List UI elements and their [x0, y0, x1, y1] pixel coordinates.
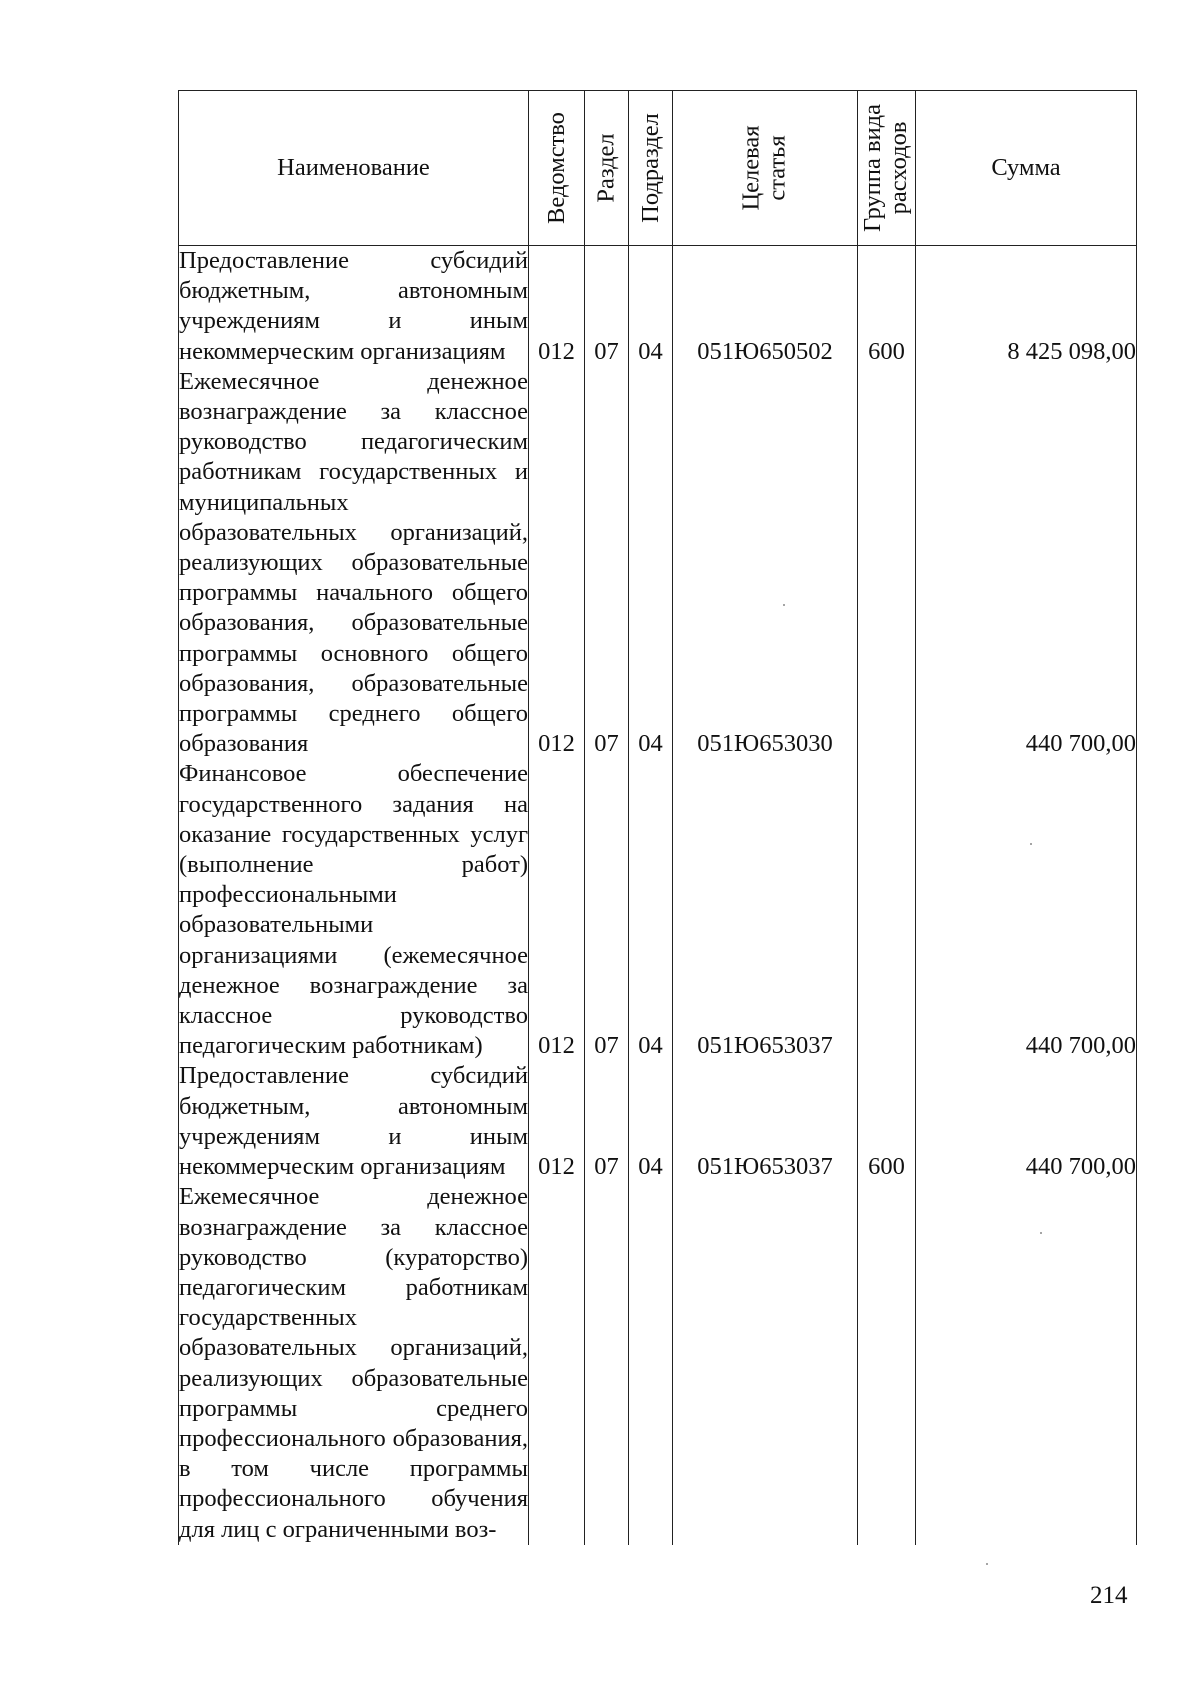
table-row: [179, 367, 1137, 760]
row-target: 051Ю650502: [673, 246, 858, 367]
row-department: 012: [529, 1061, 585, 1182]
row-section: 07: [585, 1061, 629, 1182]
header-target-line1: Целевая: [738, 125, 765, 211]
row-subsection: 04: [629, 1061, 673, 1182]
header-group: [858, 91, 916, 246]
row-target: 051Ю653037: [673, 759, 858, 1061]
row-sum: 8 425 098,00: [916, 246, 1137, 367]
row-group: 600: [858, 1061, 916, 1182]
header-group-line2: расходов: [885, 121, 913, 215]
header-department: [529, 91, 585, 246]
row-department: 012: [529, 759, 585, 1061]
row-sum: 440 700,00: [916, 1061, 1137, 1182]
header-name: Наименование: [179, 91, 529, 246]
row-department: [529, 1182, 585, 1544]
row-subsection: [629, 1182, 673, 1544]
header-sum: Сумма: [916, 91, 1137, 246]
table-row: [179, 1182, 1137, 1544]
row-department: 012: [529, 246, 585, 367]
row-section: 07: [585, 367, 629, 760]
table-row: [179, 759, 1137, 1061]
row-group: [858, 1182, 916, 1544]
row-group: 600: [858, 246, 916, 367]
row-target: [673, 1182, 858, 1544]
row-section: 07: [585, 759, 629, 1061]
header-group-label: [861, 104, 913, 232]
scan-speck: [1040, 1232, 1042, 1234]
table-row: [179, 246, 1137, 367]
row-sum: 440 700,00: [916, 367, 1137, 760]
header-subsection-label: Подраздел: [636, 113, 664, 223]
header-target-line2: статья: [764, 135, 791, 201]
scan-speck: [783, 604, 785, 606]
row-name: Предоставление субсидий бюджетным, автономным учреждениям и иным некоммерческим организациям: [179, 246, 529, 367]
table-row: [179, 1061, 1137, 1182]
header-group-line1: Группа вида: [859, 103, 887, 233]
header-section-label: Раздел: [592, 133, 620, 203]
row-name: Ежемесячное денежное вознаграждение за классное руководство педагогическим работникам государственных и муниципальных образовательных организаций, реализующих образовательные программы начального общего образования, образовательные программы основного общего образования, образовательные программы среднего общего образования: [179, 367, 529, 760]
budget-table: [178, 90, 1137, 1545]
table-header-row: [179, 91, 1137, 246]
row-group: [858, 367, 916, 760]
row-section: [585, 1182, 629, 1544]
row-sum: 440 700,00: [916, 759, 1137, 1061]
row-sum: [916, 1182, 1137, 1544]
row-subsection: 04: [629, 759, 673, 1061]
row-name: Предоставление субсидий бюджетным, автономным учреждениям и иным некоммерческим организациям: [179, 1061, 529, 1182]
row-department: 012: [529, 367, 585, 760]
row-name: Финансовое обеспечение государственного задания на оказание государственных услуг (выполнение работ) профессиональными образовательными организациями (ежемесячное денежное вознаграждение за классное руководство педагогическим работникам): [179, 759, 529, 1061]
row-group: [858, 759, 916, 1061]
page-number: 214: [1090, 1582, 1128, 1609]
row-name: Ежемесячное денежное вознаграждение за классное руководство (кураторство) педагогическим работникам государственных образовательных организаций, реализующих образовательные программы среднего профессионального образования, в том числе программы профессионального обучения для лиц с ограниченными воз-: [179, 1182, 529, 1544]
header-department-label: Ведомство: [542, 112, 570, 224]
header-subsection: [629, 91, 673, 246]
row-section: 07: [585, 246, 629, 367]
row-subsection: 04: [629, 246, 673, 367]
header-target-label: [739, 125, 791, 210]
row-target: 051Ю653037: [673, 1061, 858, 1182]
row-target: 051Ю653030: [673, 367, 858, 760]
scan-speck: [1030, 843, 1032, 845]
header-section: [585, 91, 629, 246]
scan-speck: [986, 1563, 988, 1565]
header-target: [673, 91, 858, 246]
row-subsection: 04: [629, 367, 673, 760]
